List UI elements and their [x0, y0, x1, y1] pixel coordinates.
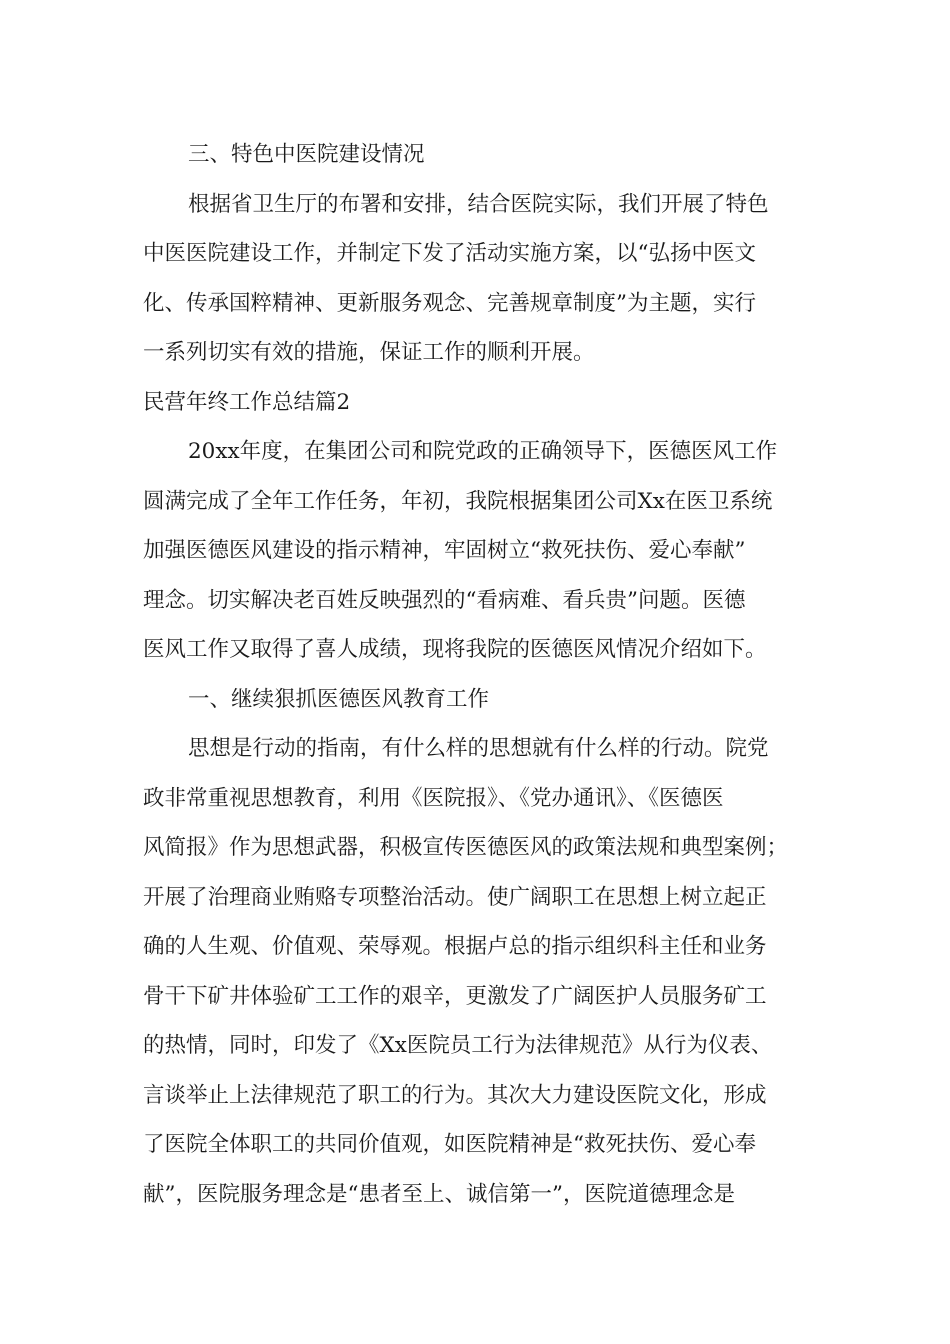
paragraph-line: 言谈举止上法律规范了职工的行为。其次大力建设医院文化，形成 [143, 1082, 767, 1108]
paragraph-line: 化、传承国粹精神、更新服务观念、完善规章制度”为主题，实行 [143, 290, 756, 316]
paragraph-line: 思想是行动的指南，有什么样的思想就有什么样的行动。院党 [188, 736, 769, 761]
section-heading-3: 三、特色中医院建设情况 [188, 142, 425, 167]
paragraph-line: 确的人生观、价值观、荣辱观。根据卢总的指示组织科主任和业务 [143, 934, 767, 959]
paragraph-line: 加强医德医风建设的指示精神，牢固树立“救死扶伤、爱心奉献” [143, 538, 746, 563]
paragraph-line: 的热情，同时，印发了《Xx医院员工行为法律规范》从行为仪表、 [143, 1033, 773, 1058]
paragraph-line: 政非常重视思想教育，利用《医院报》、《党办通讯》、《医德医 [143, 785, 724, 811]
paragraph-line: 医风工作又取得了喜人成绩，现将我院的医德医风情况介绍如下。 [143, 637, 767, 662]
paragraph-line: 风简报》作为思想武器，积极宣传医德医风的政策法规和典型案例； [143, 835, 789, 860]
section-heading-1: 一、继续狠抓医德医风教育工作 [188, 686, 490, 712]
document-page [143, 130, 811, 1219]
article-title: 民营年终工作总结篇2 [143, 389, 351, 415]
paragraph-line: 圆满完成了全年工作任务，年初，我院根据集团公司Xx在医卫系统 [143, 488, 773, 514]
paragraph-line: 献”，医院服务理念是“患者至上、诚信第一”，医院道德理念是 [143, 1181, 735, 1207]
paragraph-line: 骨干下矿井体验矿工工作的艰辛，更激发了广阔医护人员服务矿工 [143, 983, 767, 1009]
paragraph-line: 开展了治理商业贿赂专项整治活动。使广阔职工在思想上树立起正 [143, 884, 767, 910]
paragraph-line: 20xx年度，在集团公司和院党政的正确领导下，医德医风工作 [188, 439, 778, 464]
paragraph-line: 根据省卫生厅的布署和安排，结合医院实际，我们开展了特色 [188, 191, 769, 217]
paragraph-line: 中医医院建设工作，并制定下发了活动实施方案，以“弘扬中医文 [143, 241, 756, 266]
paragraph-line: 理念。切实解决老百姓反映强烈的“看病难、看兵贵”问题。医德 [143, 587, 746, 613]
paragraph-line: 一系列切实有效的措施，保证工作的顺利开展。 [143, 340, 595, 365]
paragraph-line: 了医院全体职工的共同价值观，如医院精神是“救死扶伤、爱心奉 [143, 1132, 756, 1157]
